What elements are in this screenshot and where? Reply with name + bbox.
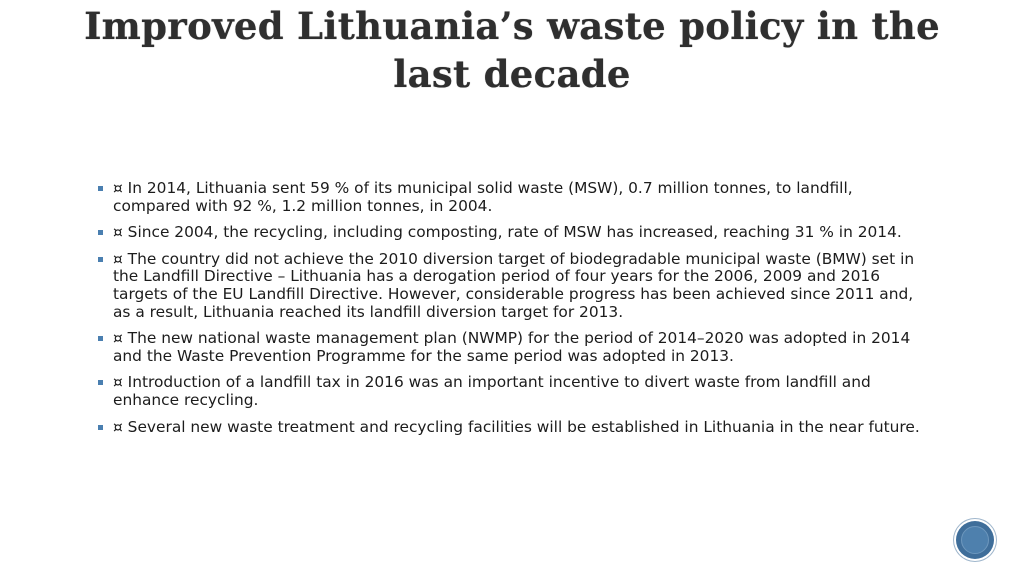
bullet-text: ¤ Several new waste treatment and recycling facilities will be established in Lithuania in the near future. bbox=[113, 417, 920, 436]
square-bullet-icon bbox=[98, 230, 103, 235]
bullet-text: ¤ The country did not achieve the 2010 diversion target of biodegradable municipal waste (BMW) set in the Landfill Directive – Lithuania has a derogation period of four years for the 2006, 2009 and 2016 targets of the EU Landfill Directive. However, considerable progress has been achieved since 2011 and, as a result, Lithuania reached its landfill diversion target for 2013. bbox=[113, 249, 915, 321]
circle-badge-inner bbox=[961, 526, 989, 554]
list-item bbox=[96, 180, 932, 215]
bullet-text: ¤ Since 2004, the recycling, including composting, rate of MSW has increased, reaching 31 % in 2014. bbox=[113, 223, 902, 242]
bullet-text: ¤ In 2014, Lithuania sent 59 % of its municipal solid waste (MSW), 0.7 million tonnes, to landfill, compared with 92 %, 1.2 million tonnes, in 2004. bbox=[113, 179, 853, 215]
bullet-list bbox=[96, 180, 932, 445]
list-item bbox=[96, 374, 932, 409]
square-bullet-icon bbox=[98, 186, 103, 191]
square-bullet-icon bbox=[98, 336, 103, 341]
bullet-text: ¤ Introduction of a landfill tax in 2016 was an important incentive to divert waste from landfill and enhance recycling. bbox=[113, 373, 871, 409]
square-bullet-icon bbox=[98, 425, 103, 430]
list-item bbox=[96, 419, 932, 437]
list-item bbox=[96, 330, 932, 365]
bullet-text: ¤ The new national waste management plan (NWMP) for the period of 2014–2020 was adopted in 2014 and the Waste Prevention Programme for the same period was adopted in 2013. bbox=[113, 329, 911, 365]
list-item bbox=[96, 224, 932, 242]
circle-badge-icon bbox=[956, 521, 994, 559]
slide-title: Improved Lithuania’s waste policy in the last decade bbox=[84, 4, 940, 96]
square-bullet-icon bbox=[98, 257, 103, 262]
list-item bbox=[96, 251, 932, 321]
square-bullet-icon bbox=[98, 380, 103, 385]
